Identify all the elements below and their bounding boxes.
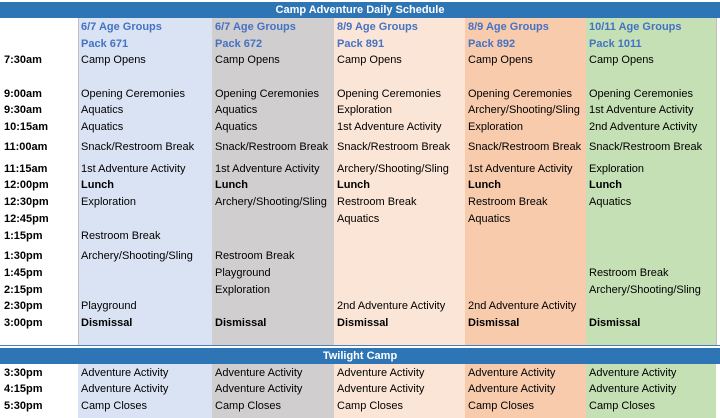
schedule-cell[interactable]: Snack/Restroom Break (589, 141, 703, 153)
twilight-cell[interactable]: Camp Closes (589, 400, 656, 412)
time-label[interactable]: 9:30am (4, 104, 42, 116)
schedule-cell[interactable]: Lunch (81, 179, 114, 191)
twilight-cell[interactable]: Camp Closes (468, 400, 535, 412)
page-title: Camp Adventure Daily Schedule (0, 2, 720, 18)
schedule-cell[interactable]: 1st Adventure Activity (468, 163, 573, 175)
schedule-cell[interactable]: Aquatics (468, 213, 511, 225)
twilight-cell[interactable]: Adventure Activity (215, 367, 303, 379)
twilight-cell[interactable]: Adventure Activity (215, 383, 303, 395)
time-label[interactable]: 9:00am (4, 88, 42, 100)
schedule-cell[interactable]: 2nd Adventure Activity (589, 121, 698, 133)
schedule-cell[interactable]: Camp Opens (337, 54, 402, 66)
schedule-cell[interactable]: Aquatics (215, 121, 258, 133)
schedule-cell[interactable]: Playground (81, 300, 137, 312)
twilight-time-label[interactable]: 5:30pm (4, 400, 43, 412)
twilight-cell[interactable]: Adventure Activity (337, 367, 425, 379)
schedule-cell[interactable]: Lunch (468, 179, 501, 191)
schedule-cell[interactable]: Lunch (337, 179, 370, 191)
group-pack-header[interactable]: Pack 892 (468, 38, 516, 50)
group-pack-header[interactable]: Pack 672 (215, 38, 263, 50)
time-label[interactable]: 1:30pm (4, 250, 43, 262)
schedule-cell[interactable]: Exploration (215, 284, 271, 296)
twilight-cell[interactable]: Adventure Activity (468, 383, 556, 395)
schedule-cell[interactable]: Restroom Break (589, 267, 669, 279)
section-divider (0, 345, 720, 346)
twilight-cell[interactable]: Adventure Activity (337, 383, 425, 395)
group-age-header[interactable]: 6/7 Age Groups (215, 21, 296, 33)
schedule-cell[interactable]: 1st Adventure Activity (215, 163, 320, 175)
schedule-cell[interactable]: Camp Opens (215, 54, 280, 66)
time-label[interactable]: 1:15pm (4, 230, 43, 242)
schedule-cell[interactable]: 1st Adventure Activity (81, 163, 186, 175)
schedule-cell[interactable]: Aquatics (215, 104, 258, 116)
schedule-cell[interactable]: Opening Ceremonies (81, 88, 185, 100)
group-pack-header[interactable]: Pack 891 (337, 38, 385, 50)
schedule-cell[interactable]: Opening Ceremonies (215, 88, 319, 100)
schedule-cell[interactable]: Archery/Shooting/Sling (589, 284, 701, 296)
time-label[interactable]: 11:15am (4, 163, 48, 175)
schedule-cell[interactable]: 1st Adventure Activity (589, 104, 694, 116)
schedule-cell[interactable]: Restroom Break (215, 250, 295, 262)
schedule-cell[interactable]: Exploration (468, 121, 524, 133)
schedule-cell[interactable]: 1st Adventure Activity (337, 121, 442, 133)
schedule-cell[interactable]: Lunch (215, 179, 248, 191)
schedule-cell[interactable]: 2nd Adventure Activity (468, 300, 577, 312)
twilight-time-label[interactable]: 3:30pm (4, 367, 43, 379)
group-age-header[interactable]: 8/9 Age Groups (337, 21, 418, 33)
schedule-cell[interactable]: Archery/Shooting/Sling (468, 104, 580, 116)
time-label[interactable]: 12:45pm (4, 213, 49, 225)
twilight-cell[interactable]: Adventure Activity (468, 367, 556, 379)
schedule-cell[interactable]: Aquatics (81, 121, 124, 133)
schedule-cell[interactable]: Dismissal (468, 317, 520, 329)
schedule-cell[interactable]: Archery/Shooting/Sling (215, 196, 327, 208)
schedule-cell[interactable]: Dismissal (337, 317, 389, 329)
schedule-cell[interactable]: Exploration (589, 163, 645, 175)
schedule-cell[interactable]: Snack/Restroom Break (337, 141, 451, 153)
grid-line (716, 18, 717, 345)
schedule-cell[interactable]: Opening Ceremonies (589, 88, 693, 100)
schedule-cell[interactable]: Snack/Restroom Break (468, 141, 582, 153)
twilight-cell[interactable]: Camp Closes (215, 400, 282, 412)
schedule-cell[interactable]: Exploration (81, 196, 137, 208)
time-label[interactable]: 3:00pm (4, 317, 43, 329)
twilight-time-label[interactable]: 4:15pm (4, 383, 43, 395)
schedule-cell[interactable]: Playground (215, 267, 271, 279)
time-label[interactable]: 1:45pm (4, 267, 43, 279)
twilight-cell[interactable]: Camp Closes (337, 400, 404, 412)
schedule-cell[interactable]: Dismissal (215, 317, 267, 329)
schedule-cell[interactable]: 2nd Adventure Activity (337, 300, 446, 312)
grid-line (78, 18, 79, 345)
group-pack-header[interactable]: Pack 671 (81, 38, 129, 50)
schedule-cell[interactable]: Restroom Break (337, 196, 417, 208)
time-label[interactable]: 10:15am (4, 121, 49, 133)
schedule-cell[interactable]: Lunch (589, 179, 622, 191)
schedule-cell[interactable]: Restroom Break (81, 230, 161, 242)
schedule-cell[interactable]: Exploration (337, 104, 393, 116)
schedule-cell[interactable]: Camp Opens (468, 54, 533, 66)
schedule-cell[interactable]: Restroom Break (468, 196, 548, 208)
group-age-header[interactable]: 8/9 Age Groups (468, 21, 549, 33)
twilight-cell[interactable]: Adventure Activity (81, 367, 169, 379)
schedule-cell[interactable]: Dismissal (81, 317, 133, 329)
schedule-cell[interactable]: Dismissal (589, 317, 641, 329)
schedule-cell[interactable]: Opening Ceremonies (468, 88, 572, 100)
schedule-cell[interactable]: Camp Opens (81, 54, 146, 66)
twilight-title: Twilight Camp (0, 348, 720, 364)
schedule-cell[interactable]: Aquatics (81, 104, 124, 116)
group-age-header[interactable]: 6/7 Age Groups (81, 21, 162, 33)
schedule-cell[interactable]: Snack/Restroom Break (215, 141, 329, 153)
time-label[interactable]: 11:00am (4, 141, 48, 153)
twilight-cell[interactable]: Camp Closes (81, 400, 148, 412)
time-label[interactable]: 12:30pm (4, 196, 49, 208)
time-label[interactable]: 12:00pm (4, 179, 49, 191)
twilight-cell[interactable]: Adventure Activity (589, 367, 677, 379)
twilight-cell[interactable]: Adventure Activity (81, 383, 169, 395)
time-label[interactable]: 2:15pm (4, 284, 43, 296)
group-pack-header[interactable]: Pack 1011 (589, 38, 642, 50)
schedule-cell[interactable]: Snack/Restroom Break (81, 141, 195, 153)
twilight-cell[interactable]: Adventure Activity (589, 383, 677, 395)
schedule-cell[interactable]: Opening Ceremonies (337, 88, 441, 100)
time-label[interactable]: 2:30pm (4, 300, 43, 312)
schedule-cell[interactable]: Aquatics (337, 213, 380, 225)
group-age-header[interactable]: 10/11 Age Groups (589, 21, 682, 33)
schedule-cell[interactable]: Camp Opens (589, 54, 654, 66)
schedule-cell[interactable]: Archery/Shooting/Sling (81, 250, 193, 262)
schedule-cell[interactable]: Aquatics (589, 196, 632, 208)
time-label[interactable]: 7:30am (4, 54, 42, 66)
schedule-cell[interactable]: Archery/Shooting/Sling (337, 163, 449, 175)
